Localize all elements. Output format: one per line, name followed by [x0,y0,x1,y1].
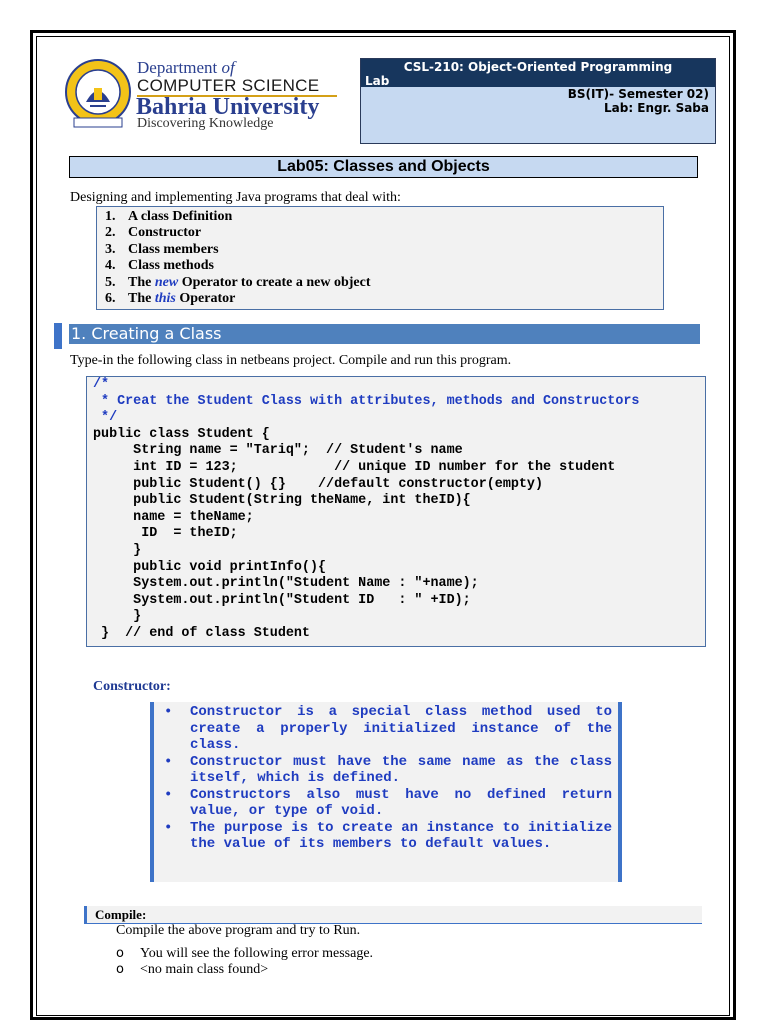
course-title: CSL-210: Object-Oriented Programming Lab [365,60,673,88]
lab-title: Lab05: Classes and Objects [69,156,698,178]
constructor-label: Constructor: [93,679,171,694]
list-item: • Constructor is a special class method used to create a properly initialized instance of the class. [164,704,612,753]
department-name: COMPUTER SCIENCE [137,76,320,95]
list-item: o You will see the following error message. [116,946,374,961]
department-label: Department of [137,58,235,77]
circle-bullet-icon: o [116,962,124,977]
list-item: 6. The this Operator [105,291,236,307]
code-comment: /* * Creat the Student Class with attributes, methods and Constructors */ [93,377,640,426]
list-item: 3. Class members [105,241,219,257]
university-name: Bahria University [136,94,320,120]
list-item: 1. A class Definition [105,209,233,224]
circle-bullet-icon: o [116,946,124,961]
section-heading: 1. Creating a Class [71,324,222,343]
code-body: public class Student { String name = "Tariq"; // Student's name int ID = 123; // unique ID number for the student public Student() {} //default constructor(empty) public Student(String theName, int theID){ name = theName; ID = theID; } public void printInfo(){ System.out.println("Student Name : "+name); System.out.println("Student ID : " +ID); } } // end of class Student [93,426,616,641]
list-item: o <no main class found> [116,962,269,977]
bullet-icon: • [164,753,173,770]
course-lab-instructor: Lab: Engr. Saba [603,101,709,115]
bullet-icon: • [164,819,173,836]
list-item: • The purpose is to create an instance to initialize the value of its members to default values. [164,819,612,852]
compile-label: Compile: [95,907,147,922]
constructor-notes-box [150,702,622,882]
compile-heading-bar [84,906,702,924]
university-logo [64,58,132,130]
code-listing [93,377,639,643]
course-info-box [360,58,716,144]
intro-text: Designing and implementing Java programs that deal with: [70,190,401,205]
compile-steps [116,946,373,978]
constructor-notes [160,704,612,853]
section-accent [54,323,62,349]
list-item: 2. Constructor [105,225,202,241]
compile-text: Compile the above program and try to Run. [116,923,361,938]
university-motto: Discovering Knowledge [137,116,274,131]
section-paragraph: Type-in the following class in netbeans project. Compile and run this program. [70,353,512,368]
objectives-list [105,209,371,307]
bullet-icon: • [164,704,173,720]
list-item: • Constructors also must have no defined return value, or type of void. [164,786,612,819]
list-item: 4. Class methods [105,258,214,274]
objectives-box [96,206,664,310]
list-item: 5. The new Operator to create a new object [105,274,371,290]
course-semester: BS(IT)- Semester 02) [567,87,709,101]
list-item: • Constructor must have the same name as the class itself, which is defined. [164,753,612,786]
code-block [86,376,706,647]
bullet-icon: • [164,786,173,803]
